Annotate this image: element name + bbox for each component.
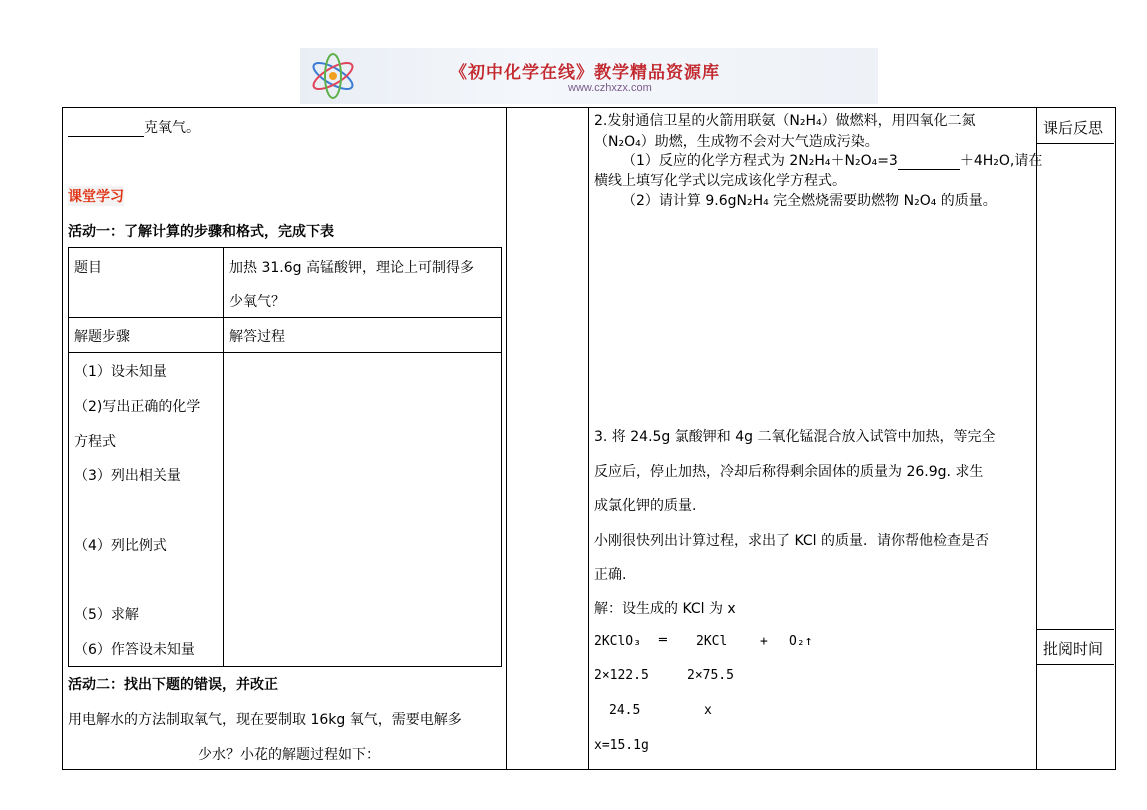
equation-plus: + [760,634,768,649]
banner-url: www.czhxzx.com [568,82,652,94]
review-time-label: 批阅时间 [1043,640,1104,658]
result: x=15.1g [594,738,649,753]
q2-sub1-b: ＋4H₂O,请在 [959,153,1043,169]
mass-right: 2×75.5 [687,668,734,683]
q2-line2: （N₂O₄）助燃，生成物不会对大气造成污染。 [594,134,879,150]
q2-sub1 [594,150,1042,170]
q3-line4: 小刚很快列出计算过程，求出了 KCl 的质量．请你帮他检查是否 [594,533,989,549]
formula-blank [898,155,960,170]
step-item: （3）列出相关量 [74,468,181,484]
equation-product-kcl: 2KCl [696,634,728,649]
table-cell-process-label: 解答过程 [229,329,285,345]
q3-line3: 成氯化钾的质量. [594,498,697,514]
header-banner [300,48,878,104]
activity2-heading: 活动二：找出下题的错误，并改正 [68,677,278,693]
q2-sub1-a: （1）反应的化学方程式为 2N₂H₄＋N₂O₄=3 [622,153,898,169]
banner-title: 《初中化学在线》教学精品资源库 [450,63,720,83]
table-cell-topic-label: 题目 [74,260,102,276]
divider [68,317,501,318]
q3-line5: 正确. [594,567,627,583]
divider [223,247,224,666]
q2-sub2: （2）请计算 9.6gN₂H₄ 完全燃烧需要助燃物 N₂O₄ 的质量。 [622,193,997,209]
divider [1036,107,1037,770]
activity1-heading: 活动一：了解计算的步骤和格式，完成下表 [68,224,334,240]
q2-sub1-line2: 横线上填写化学式以完成该化学方程式。 [594,173,846,189]
equation-reactant: 2KClO₃ [594,634,641,649]
solution-setup: 解：设生成的 KCl 为 x [594,601,736,617]
mass-left: 2×122.5 [594,668,649,683]
step-item: （6）作答设未知量 [74,642,195,658]
step-item: （2)写出正确的化学 [74,399,201,415]
q2-line1: 2.发射通信卫星的火箭用联氨（N₂H₄）做燃料，用四氧化二氮 [594,113,976,129]
q3-line2: 反应后，停止加热，冷却后称得剩余固体的质量为 26.9g. 求生 [594,464,984,480]
step-item: （5）求解 [74,607,139,623]
step-item: 方程式 [74,434,116,450]
step-item: （1）设未知量 [74,364,167,380]
divider [588,107,589,770]
divider [1036,664,1114,665]
divider [1036,143,1114,144]
table-cell-steps-label: 解题步骤 [74,329,130,345]
step-item: （4）列比例式 [74,538,167,554]
equation-product-o2: O₂↑ [789,634,813,649]
first-line-suffix: 克氧气。 [144,120,200,136]
problem-text-line2: 少水？小花的解题过程如下： [198,747,380,763]
divider [506,107,507,770]
given-right: x [704,703,712,718]
problem-text-line1: 用电解水的方法制取氧气，现在要制取 16kg 氧气，需要电解多 [68,712,462,728]
answer-blank [68,122,144,137]
table-cell-topic-line2: 少氧气？ [229,294,285,310]
divider [68,352,501,353]
divider [1036,629,1114,630]
table-cell-topic-line1: 加热 31.6g 高锰酸钾，理论上可制得多 [229,260,474,276]
atom-logo-icon [306,50,360,102]
section-label: 课堂学习 [68,186,124,206]
answer-blank-line [68,117,200,137]
q3-line1: 3. 将 24.5g 氯酸钾和 4g 二氧化锰混合放入试管中加热，等完全 [594,429,996,445]
given-left: 24.5 [609,703,641,718]
reflection-label: 课后反思 [1043,119,1104,137]
equation-arrow: ═ [659,633,667,648]
